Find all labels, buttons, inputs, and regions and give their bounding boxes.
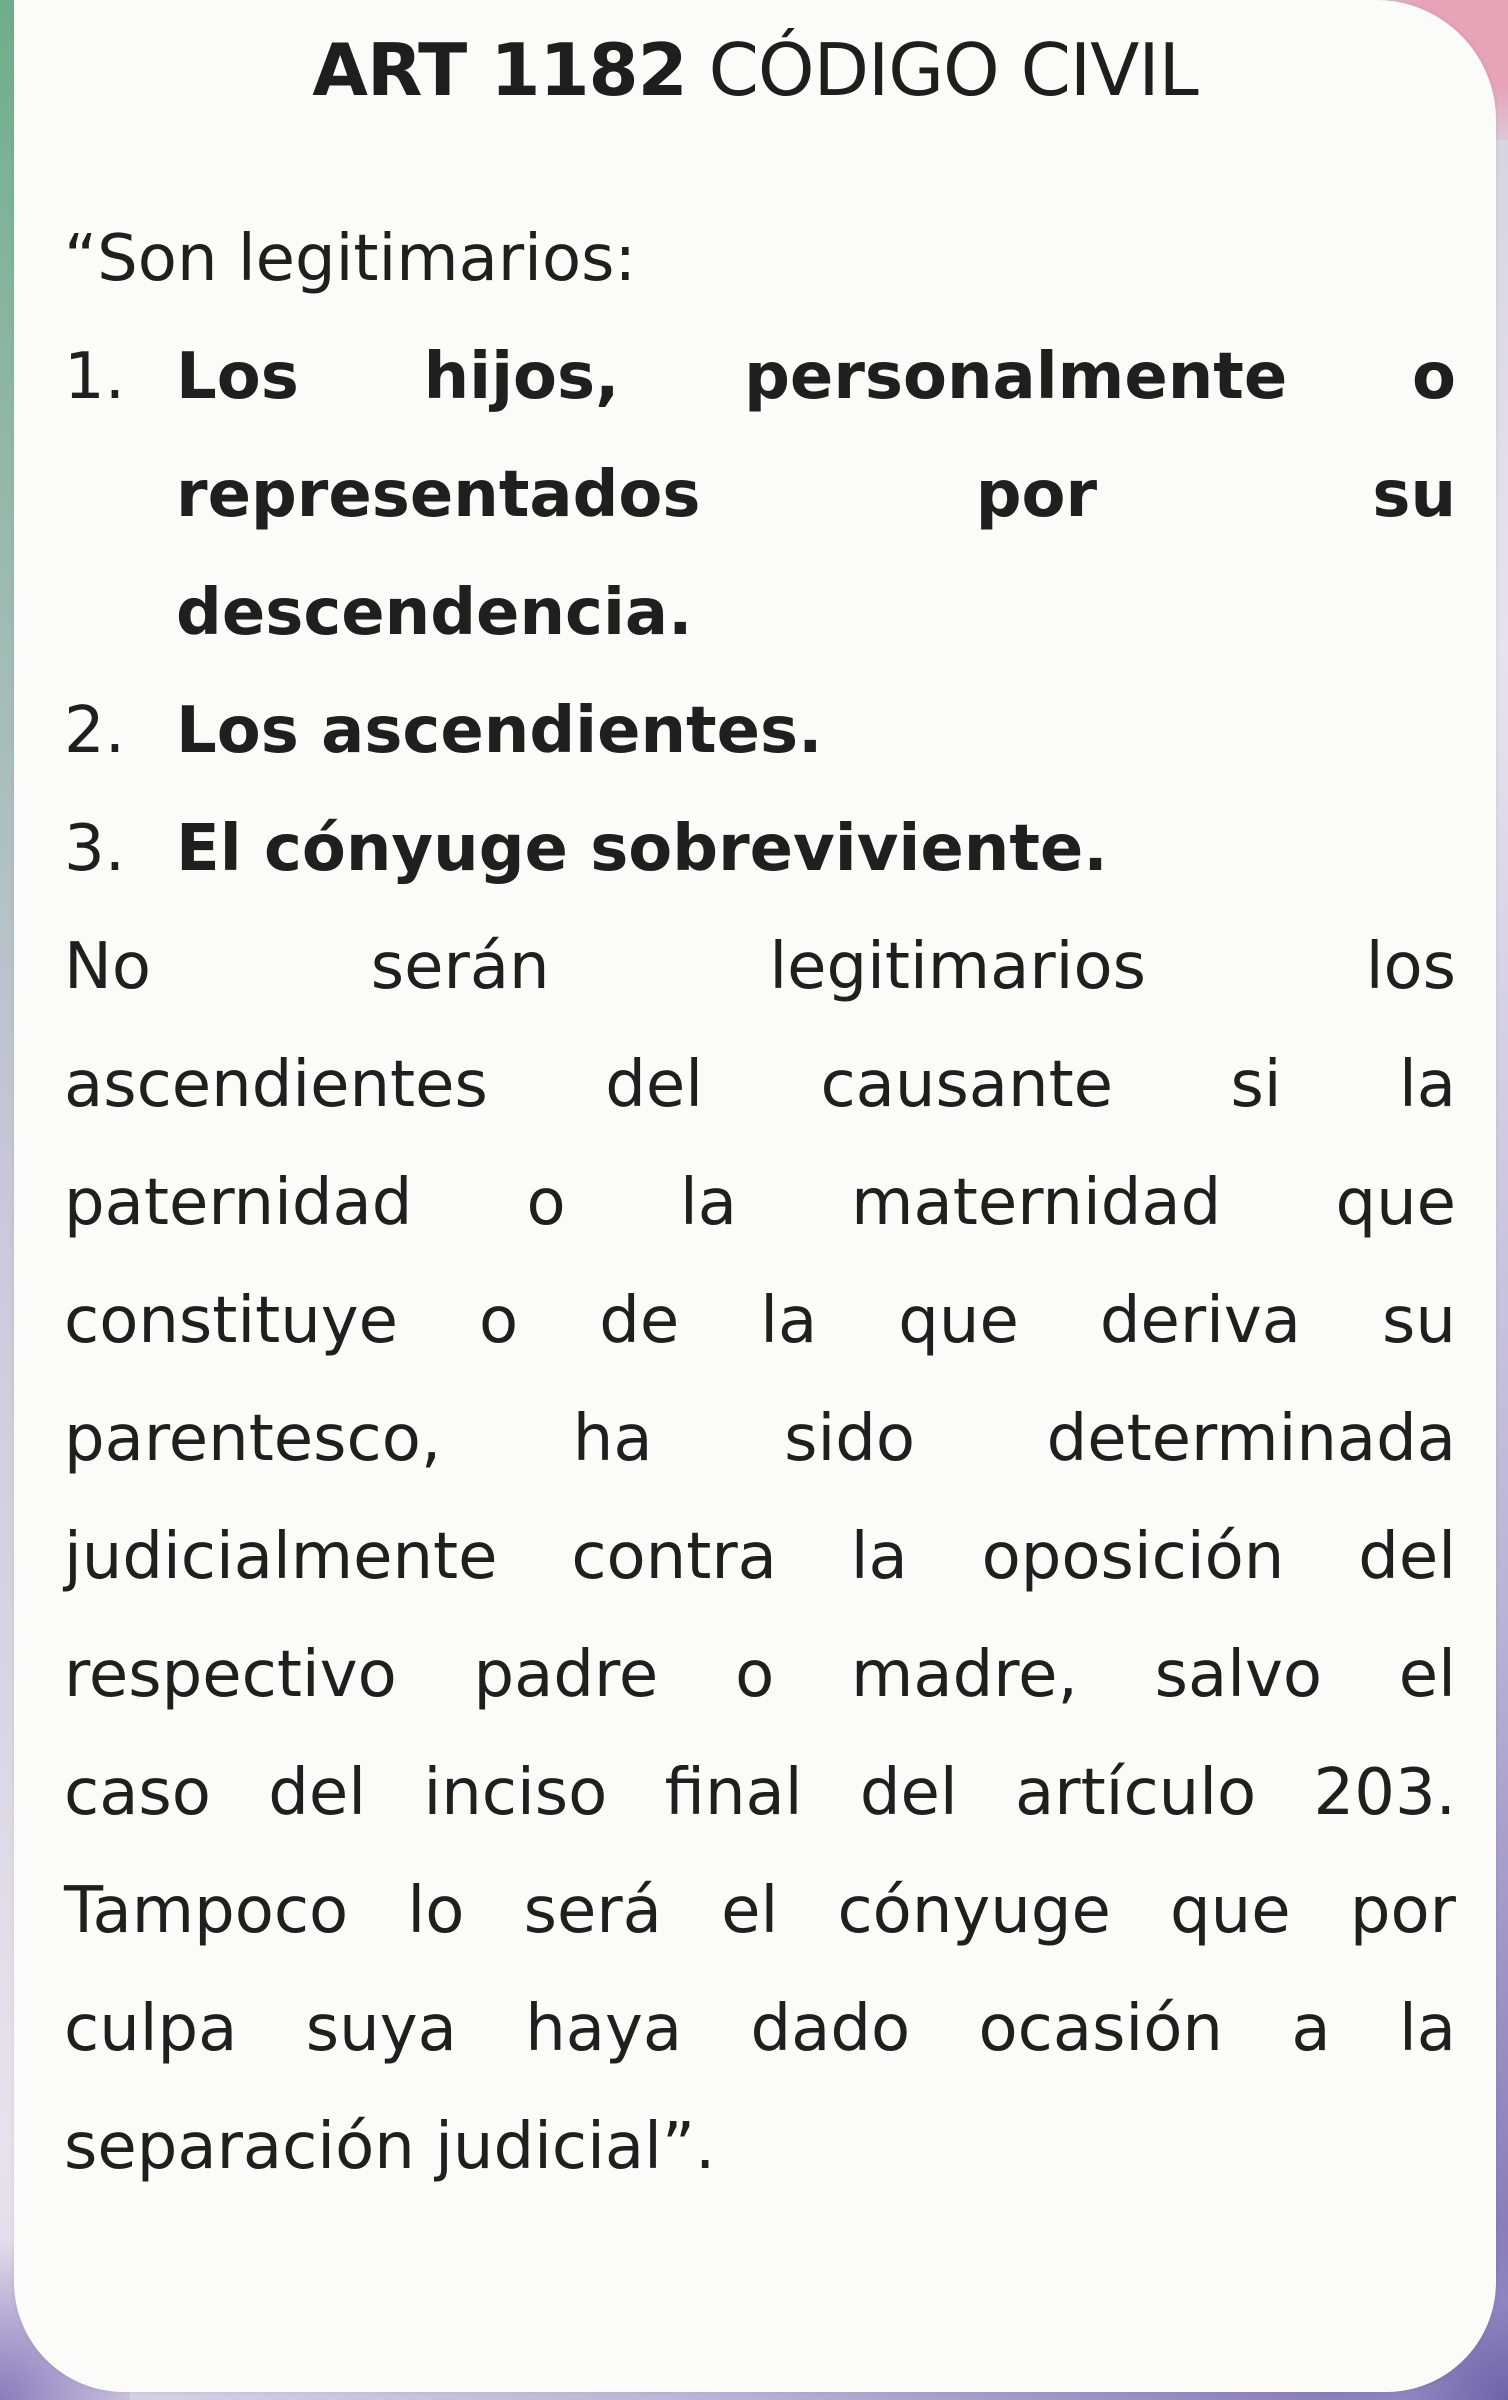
intro-line: “Son legitimarios: [64, 222, 636, 296]
list-item-line [176, 436, 1456, 554]
word: respectivo [64, 1638, 397, 1712]
word: caso [64, 1756, 211, 1830]
word: que [898, 1284, 1019, 1358]
word: determinada [1046, 1402, 1456, 1476]
word: constituye [64, 1284, 399, 1358]
list-item [64, 318, 1456, 672]
word: judicialmente [64, 1520, 498, 1594]
word: cónyuge [837, 1874, 1111, 1948]
paragraph-line [64, 1970, 1456, 2088]
paragraph-line [64, 1852, 1456, 1970]
paragraph-line [64, 1498, 1456, 1616]
word: representados [176, 458, 701, 532]
word: sido [784, 1402, 915, 1476]
word: lo [407, 1874, 465, 1948]
paragraph-line [64, 1616, 1456, 1734]
word: dado [750, 1992, 911, 2066]
word: padre [473, 1638, 659, 1712]
word: maternidad [851, 1166, 1222, 1240]
word: contra [571, 1520, 777, 1594]
paragraph-line [64, 908, 1456, 1026]
word: la [850, 1520, 908, 1594]
paragraph-line [64, 1262, 1456, 1380]
article-title [14, 28, 1496, 112]
list-item-line [176, 554, 1456, 672]
word: del [268, 1756, 367, 1830]
exclusion-paragraph [64, 908, 1456, 2206]
paragraph-line [64, 1734, 1456, 1852]
word: que [1335, 1166, 1456, 1240]
word: salvo [1154, 1638, 1322, 1712]
word: serán [370, 930, 550, 1004]
word: paternidad [64, 1166, 413, 1240]
paragraph-line [64, 1380, 1456, 1498]
word: su [1372, 458, 1456, 532]
word: será [523, 1874, 662, 1948]
word: o [479, 1284, 519, 1358]
word: parentesco, [64, 1402, 442, 1476]
word: la [679, 1166, 737, 1240]
word: culpa [64, 1992, 238, 2066]
list-item [64, 672, 1456, 790]
list-item-number: 3. [64, 812, 126, 886]
word: personalmente [744, 340, 1288, 414]
word: su [1382, 1284, 1456, 1358]
paragraph-line [64, 1144, 1456, 1262]
word: No [64, 930, 152, 1004]
article-card [14, 0, 1496, 2392]
word: oposición [981, 1520, 1285, 1594]
word: de [599, 1284, 680, 1358]
word: causante [820, 1048, 1114, 1122]
word: final [664, 1756, 803, 1830]
list-item-line [176, 672, 1456, 790]
word: madre, [851, 1638, 1078, 1712]
word: Los [176, 340, 299, 414]
article-number: ART 1182 [312, 28, 687, 112]
word: por [975, 458, 1098, 532]
word: ocasión [978, 1992, 1223, 2066]
word: del [605, 1048, 704, 1122]
word: haya [525, 1992, 683, 2066]
word: descendencia. [176, 576, 693, 650]
word: si [1230, 1048, 1282, 1122]
list-item-line [176, 790, 1456, 908]
word: la [1398, 1992, 1456, 2066]
list-item-number: 1. [64, 340, 126, 414]
word: deriva [1099, 1284, 1302, 1358]
word: o [526, 1166, 566, 1240]
word: separación judicial”. [64, 2110, 716, 2184]
word: que [1170, 1874, 1291, 1948]
word: El cónyuge sobreviviente. [176, 812, 1108, 886]
word: del [1358, 1520, 1456, 1594]
word: 203. [1313, 1756, 1456, 1830]
list-item-text [176, 672, 1456, 790]
word: hijos, [423, 340, 620, 414]
word: ha [572, 1402, 653, 1476]
heirs-list [64, 318, 1456, 908]
list-item-text [176, 318, 1456, 672]
word: Tampoco [64, 1874, 349, 1948]
paragraph-line [64, 1026, 1456, 1144]
word: o [735, 1638, 775, 1712]
list-item [64, 790, 1456, 908]
word: la [760, 1284, 818, 1358]
word: del [859, 1756, 958, 1830]
article-code-name: CÓDIGO CIVIL [708, 28, 1198, 112]
word: la [1399, 1048, 1456, 1122]
list-item-text [176, 790, 1456, 908]
word: por [1349, 1874, 1456, 1948]
word: los [1365, 930, 1456, 1004]
word: el [721, 1874, 779, 1948]
word: o [1412, 340, 1456, 414]
word: a [1291, 1992, 1331, 2066]
list-item-line [176, 318, 1456, 436]
word: inciso [423, 1756, 608, 1830]
article-body [64, 200, 1456, 2206]
word: legitimarios [769, 930, 1146, 1004]
word: ascendientes [64, 1048, 488, 1122]
paragraph-line [64, 2088, 1456, 2206]
word: Los ascendientes. [176, 694, 823, 768]
word: suya [305, 1992, 457, 2066]
list-item-number: 2. [64, 694, 126, 768]
word: el [1398, 1638, 1456, 1712]
word: artículo [1015, 1756, 1257, 1830]
